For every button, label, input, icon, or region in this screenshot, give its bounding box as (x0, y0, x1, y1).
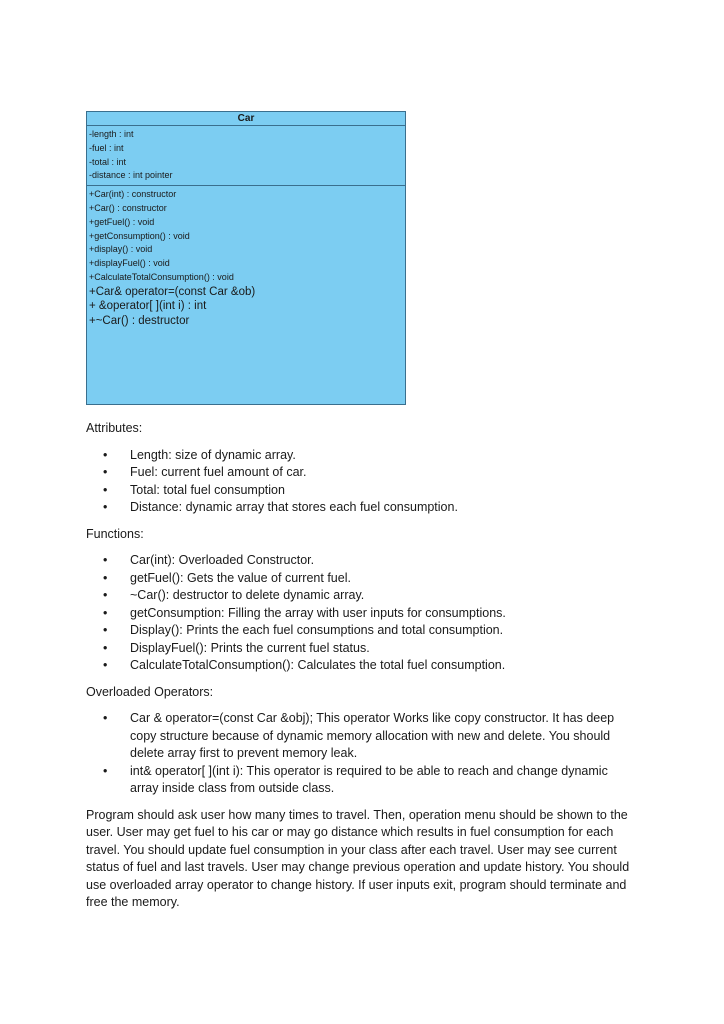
list-item: • Fuel: current fuel amount of car. (86, 464, 646, 482)
list-item: • CalculateTotalConsumption(): Calculates the total fuel consumption. (86, 657, 646, 675)
list-item: • int& operator[ ](int i): This operator is required to be able to reach and change dynamic array inside class from outside class. (103, 763, 608, 795)
list-item: • Car & operator=(const Car &obj); This operator Works like copy constructor. It has deep copy structure because of dynamic memory allocation with new and delete. You should delete array first to prevent memory leak. (103, 711, 615, 760)
program-description-paragraph: Program should ask user how many times to travel. Then, operation menu should be shown to the user. User may get fuel to his car or may go distance which results in fuel consumption for each travel. You should update fuel consumption in your class after each travel. User may see current status of fuel and last travels. User may change previous operation and update history. You should use overloaded array operator to change history. If user inputs exit, program should terminate and free the memory. (86, 807, 630, 909)
attributes-list (86, 447, 646, 517)
uml-attribute: -length : int (89, 129, 134, 139)
uml-operation: +Car() : constructor (89, 202, 167, 213)
bullet-icon: • (103, 623, 108, 637)
list-item: • getFuel(): Gets the value of current fuel. (86, 570, 646, 588)
uml-operation: +getFuel() : void (89, 216, 155, 227)
uml-operation: +getConsumption() : void (89, 230, 190, 241)
uml-class-name: Car (87, 112, 405, 126)
bullet-icon: • (103, 711, 108, 725)
list-item: • getConsumption: Filling the array with user inputs for consumptions. (86, 605, 646, 623)
uml-operation: +display() : void (89, 244, 153, 255)
bullet-icon: • (103, 482, 108, 497)
uml-attribute: -fuel : int (89, 142, 124, 153)
uml-operations-compartment (87, 186, 405, 328)
list-item: • DisplayFuel(): Prints the current fuel status. (86, 640, 646, 658)
uml-operation: +displayFuel() : void (89, 258, 170, 269)
uml-attributes-compartment (87, 126, 405, 186)
document-body (86, 420, 646, 912)
list-item: • Display(): Prints the each fuel consumptions and total consumption. (86, 622, 646, 640)
uml-class-diagram (86, 111, 406, 405)
list-item: • Total: total fuel consumption (86, 482, 646, 500)
list-item: • ~Car(): destructor to delete dynamic array. (86, 587, 646, 605)
bullet-icon: • (103, 588, 108, 602)
operators-list (86, 710, 646, 798)
bullet-icon: • (103, 465, 108, 479)
uml-operation: +~Car() : destructor (89, 314, 190, 327)
bullet-icon: • (103, 553, 108, 567)
bullet-icon: • (103, 570, 108, 585)
bullet-icon: • (103, 640, 108, 655)
functions-list (86, 552, 646, 675)
functions-heading: Functions: (86, 526, 144, 541)
uml-operation: +Car(int) : constructor (89, 189, 177, 200)
list-item: • Car(int): Overloaded Constructor. (86, 552, 646, 570)
bullet-icon: • (103, 763, 108, 778)
uml-attribute: -total : int (89, 156, 127, 167)
bullet-icon: • (103, 500, 108, 514)
uml-operation: + &operator[ ](int i) : int (89, 300, 207, 313)
uml-operation: +Car& operator=(const Car &ob) (89, 285, 256, 298)
uml-attribute: -distance : int pointer (89, 170, 173, 181)
list-item: • Length: size of dynamic array. (86, 447, 646, 465)
operators-heading: Overloaded Operators: (86, 684, 214, 699)
uml-operation: +CalculateTotalConsumption() : void (89, 271, 234, 282)
bullet-icon: • (103, 447, 108, 462)
bullet-icon: • (103, 605, 108, 620)
list-item: • Distance: dynamic array that stores each fuel consumption. (86, 499, 646, 517)
bullet-icon: • (103, 658, 108, 672)
attributes-heading: Attributes: (86, 421, 143, 435)
